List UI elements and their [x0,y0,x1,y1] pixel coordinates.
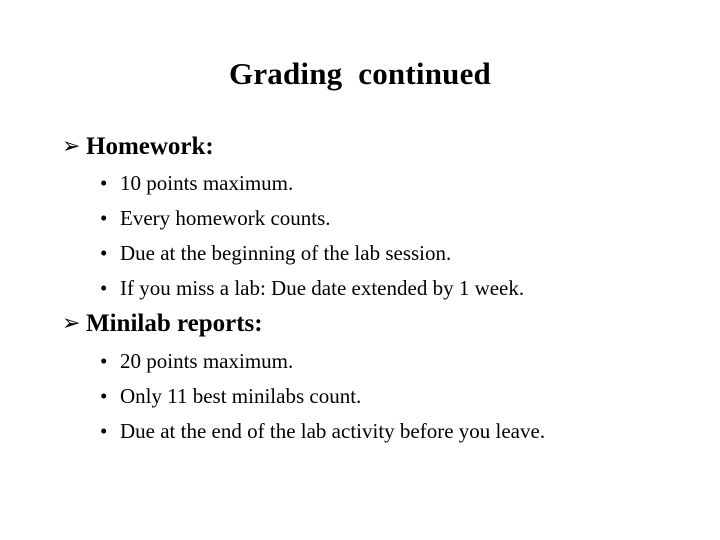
bullet-dot-icon: • [100,206,108,230]
bullet-dot-icon: • [100,384,108,408]
bullet-dot-icon: • [100,241,108,265]
list-item [100,236,524,271]
list-item [100,166,524,201]
list-item [100,271,524,306]
section-heading-label: Minilab reports: [86,310,263,337]
list-item-text: Due at the beginning of the lab session. [120,241,452,265]
bullet-dot-icon: • [100,171,108,195]
list-item-text: If you miss a lab: Due date extended by 1 week. [120,276,525,300]
list-item-text: 20 points maximum. [120,349,294,373]
list-item-text: 10 points maximum. [120,171,294,195]
arrow-bullet-icon: ➢ [62,133,81,159]
arrow-bullet-icon: ➢ [62,310,81,336]
list-item [100,379,545,414]
homework-bullet-list [100,166,524,306]
list-item [100,414,545,449]
list-item [100,201,524,236]
list-item-text: Only 11 best minilabs count. [120,384,362,408]
bullet-dot-icon: • [100,349,108,373]
section-heading-homework [62,133,214,161]
list-item [100,344,545,379]
list-item-text: Every homework counts. [120,206,331,230]
slide-title: Grading continued [229,56,491,91]
list-item-text: Due at the end of the lab activity before you leave. [120,419,546,443]
section-heading-label: Homework: [86,133,214,160]
minilab-bullet-list [100,344,545,449]
section-heading-minilab-reports [62,310,263,338]
bullet-dot-icon: • [100,276,108,300]
bullet-dot-icon: • [100,419,108,443]
